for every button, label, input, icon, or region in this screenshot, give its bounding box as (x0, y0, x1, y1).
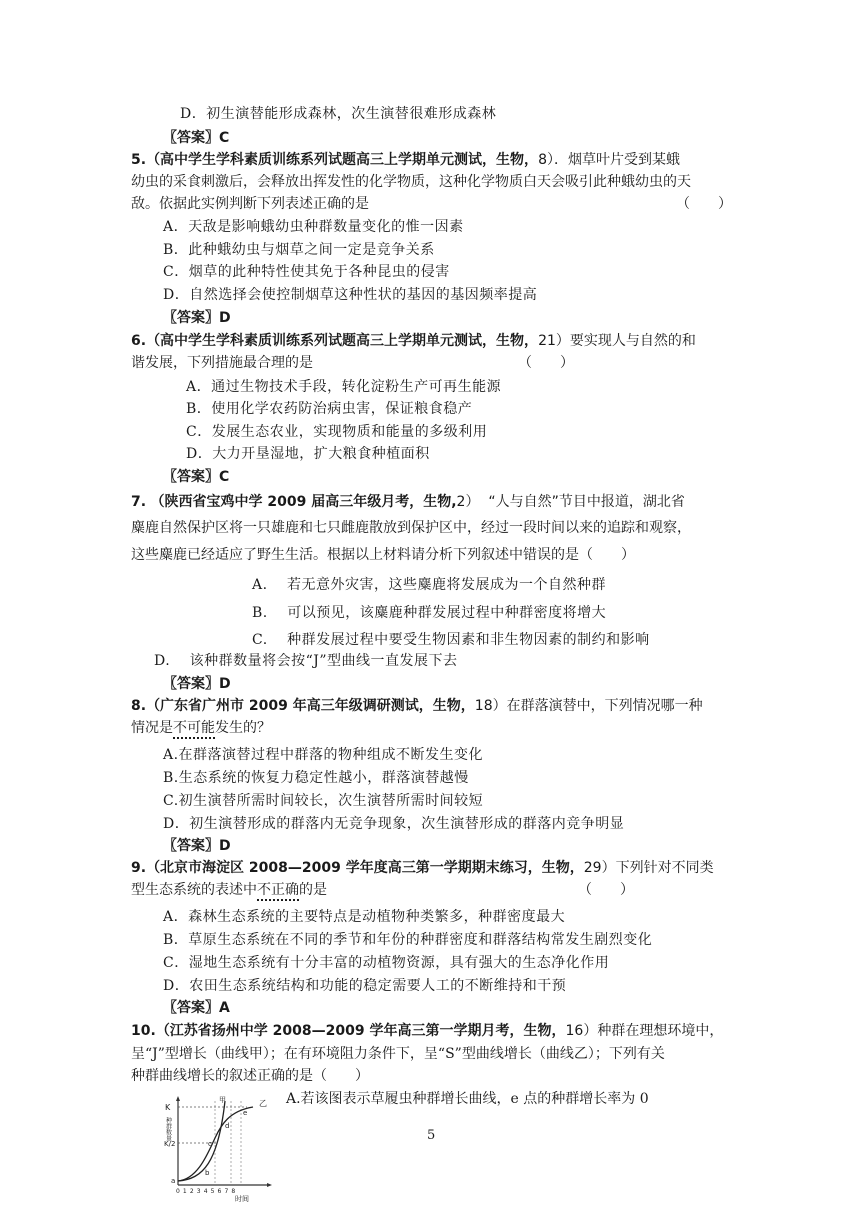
q4-option-d: D．初生演替能形成森林，次生演替很难形成森林 (180, 106, 497, 122)
q6-header (131, 331, 696, 351)
q7-option-d: D. 该种群数量将会按“J”型曲线一直发展下去 (154, 653, 458, 669)
q10-source: （江苏省扬州中学 2008—2009 学年高三第一学期月考，生物， (155, 1023, 566, 1039)
q9-answer: 〖答案〗A (163, 1000, 230, 1016)
q10-source-num: 16） (565, 1023, 598, 1039)
q9-stem-2-pre: 型生态系统的表述中 (131, 882, 257, 898)
x-tick-labels: 0 1 2 3 4 5 6 7 8 (176, 1188, 236, 1195)
yi-label: 乙 (259, 1099, 267, 1108)
q5-stem-3: 敌。依据此实例判断下列表述正确的是 (131, 196, 369, 212)
y-axis-label: 种群数量 (164, 1117, 172, 1141)
q9-number: 9. (131, 860, 147, 876)
q7-stem-2: 麋鹿自然保护区将一只雄鹿和七只雌鹿散放到保护区中，经过一段时间以来的追踪和观察， (131, 520, 691, 536)
q6-option-d: D．大力开垦湿地，扩大粮食种植面积 (186, 446, 430, 462)
q7-source-num: 2） (456, 494, 480, 510)
q6-option-b: B．使用化学农药防治病虫害，保证粮食稳产 (186, 401, 473, 417)
q8-header (131, 696, 703, 716)
j-curve (178, 1101, 225, 1181)
s-curve (178, 1107, 253, 1181)
q8-answer: 〖答案〗D (163, 838, 231, 854)
q5-source: （高中学生学科素质训练系列试题高三上学期单元测试，生物， (146, 152, 539, 168)
q5-stem-2: 幼虫的采食刺激后，会释放出挥发性的化学物质，这种化学物质白天会吸引此种蛾幼虫的天 (131, 174, 691, 190)
point-a-label: a (171, 1177, 176, 1185)
q9-stem-2-post: 的是 (299, 882, 327, 898)
point-e-label: e (243, 1109, 248, 1117)
q9-source: （北京市海淀区 2008—2009 学年度高三第一学期期末练习，生物， (146, 860, 584, 876)
q10-number: 10. (131, 1023, 156, 1039)
q6-stem-1: 要实现人与自然的和 (569, 333, 696, 349)
page-number: 5 (427, 1128, 436, 1143)
q8-option-b: B.生态系统的恢复力稳定性越小，群落演替越慢 (163, 770, 469, 786)
k-label: K (165, 1103, 171, 1112)
q5-number: 5. (131, 152, 147, 168)
q9-option-c: C．湿地生态系统有十分丰富的动植物资源，具有强大的生态净化作用 (163, 955, 610, 971)
q5-option-a: A．天敌是影响蛾幼虫种群数量变化的惟一因素 (163, 219, 464, 235)
x-axis-arrow-icon (267, 1183, 272, 1187)
q6-source: （高中学生学科素质训练系列试题高三上学期单元测试，生物， (146, 333, 539, 349)
q10-stem-1: 种群在理想环境中， (597, 1023, 724, 1039)
y-axis-arrow-icon (176, 1096, 180, 1101)
q8-stem-2-pre: 情况是 (131, 720, 173, 736)
q5-stem-1: ．烟草叶片受到某蛾 (553, 152, 680, 168)
q7-answer: 〖答案〗D (163, 676, 231, 692)
q9-stem-2 (131, 880, 327, 900)
q6-option-a: A．通过生物技术手段，转化淀粉生产可再生能源 (186, 379, 502, 395)
q5-option-c: C．烟草的此种特性使其免于各种昆虫的侵害 (163, 264, 450, 280)
q5-source-num: 8） (538, 152, 554, 168)
q8-option-c: C.初生演替所需时间较长，次生演替所需时间较短 (163, 793, 484, 809)
q8-stem-2 (131, 718, 271, 738)
q7-source: （陕西省宝鸡中学 2009 届高三年级月考，生物, (150, 494, 457, 510)
q5-answer-paren: （ ） (676, 196, 732, 212)
q7-number: 7. (131, 494, 147, 510)
q10-stem-3: 种群曲线增长的叙述正确的是（ ） (131, 1068, 369, 1084)
q9-stem-2-emphasis: 不正确 (257, 882, 299, 898)
q6-source-num: 21） (538, 333, 570, 349)
q8-stem-1: 在群落演替中，下列情况哪一种 (506, 698, 703, 714)
q9-source-num: 29） (583, 860, 616, 876)
point-c-label: c (208, 1140, 212, 1148)
q8-number: 8. (131, 698, 147, 714)
q6-number: 6. (131, 333, 147, 349)
x-axis-label: 时间 (235, 1195, 249, 1203)
q7-stem-1: “人与自然”节目中报道，湖北省 (488, 494, 685, 510)
q5-option-d: D．自然选择会使控制烟草这种性状的基因的基因频率提高 (163, 287, 538, 303)
q10-header (131, 1021, 723, 1041)
q7-stem-3: 这些麋鹿已经适应了野生生活。根据以上材料请分析下列叙述中错误的是（ ） (131, 547, 635, 563)
q9-header (131, 858, 714, 878)
k-half-label: K/2 (164, 1140, 176, 1148)
q8-source: （广东省广州市 2009 年高三年级调研测试，生物， (146, 698, 475, 714)
q9-option-b: B．草原生态系统在不同的季节和年份的种群密度和群落结构常发生剧烈变化 (163, 932, 653, 948)
q5-option-b: B．此种蛾幼虫与烟草之间一定是竞争关系 (163, 242, 435, 258)
q4-answer: 〖答案〗C (163, 130, 230, 146)
q10-stem-2: 呈“J”型增长（曲线甲）；在有环境阻力条件下，呈“S”型曲线增长（曲线乙）；下列有关 (131, 1046, 665, 1062)
population-growth-figure (163, 1093, 275, 1205)
q8-option-a: A.在群落演替过程中群落的物种组成不断发生变化 (163, 747, 484, 763)
q9-option-a: A．森林生态系统的主要特点是动植物种类繁多，种群密度最大 (163, 909, 566, 925)
q7-option-b: B. 可以预见，该麋鹿种群发展过程中种群密度将增大 (252, 605, 607, 621)
point-d-label: d (225, 1122, 230, 1130)
point-b-label: b (205, 1169, 210, 1177)
q8-source-num: 18） (474, 698, 507, 714)
q7-option-a: A. 若无意外灾害，这些麋鹿将发展成为一个自然种群 (252, 577, 607, 593)
q9-option-d: D．农田生态系统结构和功能的稳定需要人工的不断维持和干预 (163, 978, 567, 994)
jia-label: 甲 (219, 1096, 226, 1104)
q8-stem-2-post: 发生的？ (215, 720, 271, 736)
q9-answer-paren: （ ） (578, 882, 634, 898)
q10-option-a: A.若该图表示草履虫种群增长曲线，e 点的种群增长率为 0 (286, 1091, 649, 1107)
q5-answer: 〖答案〗D (163, 310, 231, 326)
q7-option-c: C. 种群发展过程中要受生物因素和非生物因素的制约和影响 (252, 632, 650, 648)
q5-header (131, 150, 680, 170)
q9-stem-1: 下列针对不同类 (615, 860, 714, 876)
q8-stem-2-emphasis: 不可能 (173, 720, 215, 736)
q6-option-c: C．发展生态农业，实现物质和能量的多级利用 (186, 424, 488, 440)
q6-stem-2: 谐发展，下列措施最合理的是 (131, 355, 313, 371)
q6-answer-paren: （ ） (518, 355, 574, 371)
q8-option-d: D．初生演替形成的群落内无竞争现象，次生演替形成的群落内竞争明显 (163, 816, 625, 832)
q6-answer: 〖答案〗C (163, 469, 230, 485)
q7-header (131, 492, 685, 512)
